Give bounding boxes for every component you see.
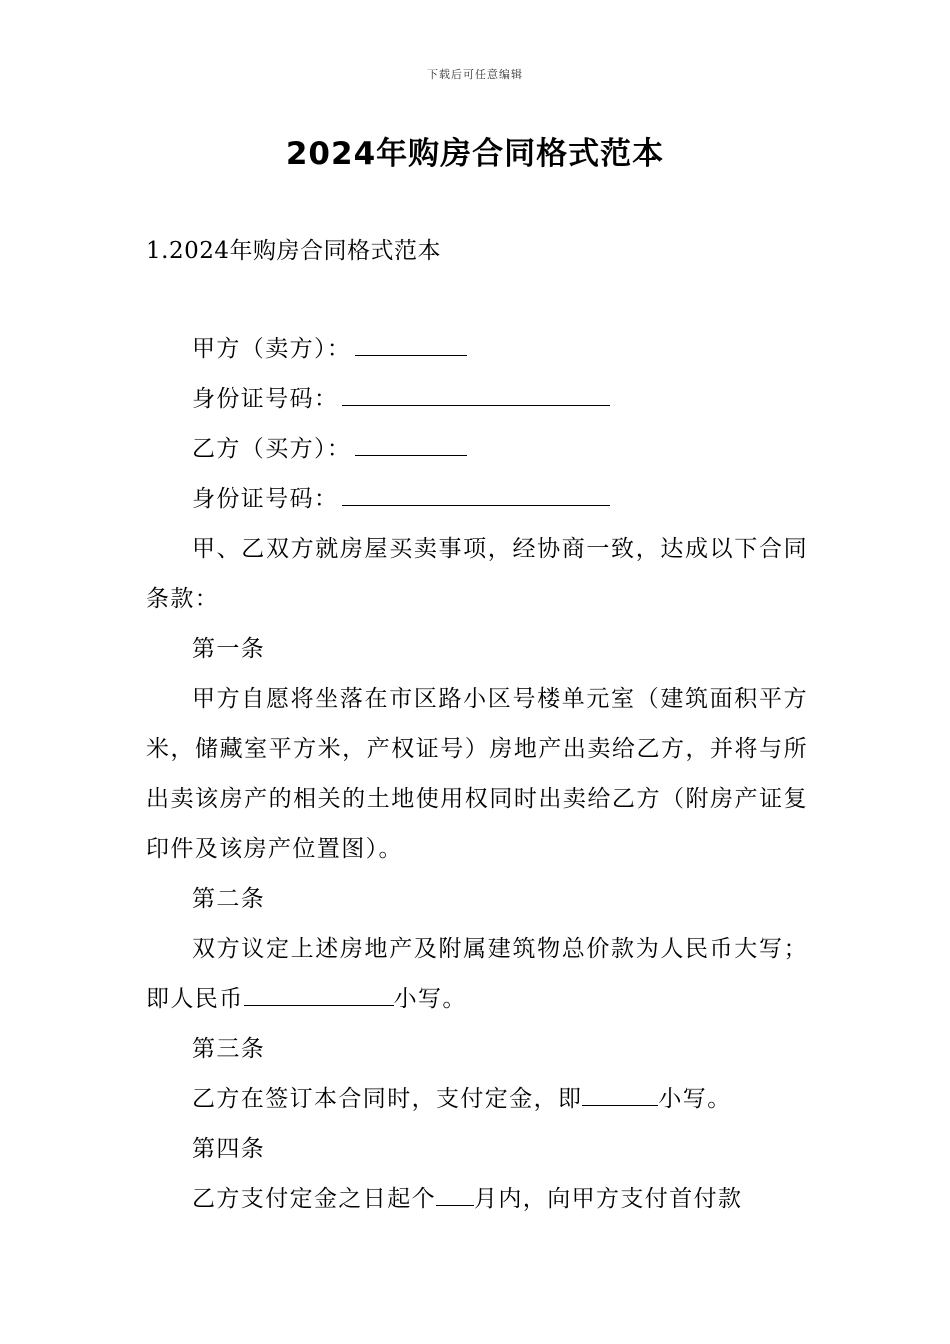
article-1-heading: 第一条 bbox=[192, 636, 266, 662]
party-a-id-blank bbox=[342, 375, 610, 406]
intro-paragraph: 甲、乙双方就房屋买卖事项，经协商一致，达成以下合同条款： bbox=[146, 536, 808, 612]
article-4-heading: 第四条 bbox=[192, 1136, 266, 1162]
article-3-text-before: 乙方在签订本合同时，支付定金，即 bbox=[192, 1086, 583, 1112]
document-title: 2024年购房合同格式范本 bbox=[285, 136, 665, 172]
article-2-blank bbox=[244, 977, 394, 1006]
party-b-id-blank bbox=[342, 475, 610, 506]
article-4-text-before: 乙方支付定金之日起个 bbox=[192, 1186, 436, 1212]
article-2-heading: 第二条 bbox=[192, 886, 266, 912]
article-3-heading: 第三条 bbox=[192, 1036, 266, 1062]
article-3-text bbox=[146, 1074, 808, 1124]
article-4-blank bbox=[436, 1177, 474, 1206]
article-3-blank bbox=[582, 1077, 658, 1106]
party-a-blank bbox=[355, 325, 467, 356]
party-b-label: 乙方（买方）： bbox=[192, 436, 352, 462]
header-note: 下载后可任意编辑 bbox=[427, 68, 523, 81]
party-b-id-label: 身份证号码： bbox=[192, 486, 339, 512]
article-2-text-before: 双方议定上述房地产及附属建筑物总价款为人民币大写；即人民币 bbox=[146, 936, 808, 1012]
party-a-line bbox=[146, 324, 808, 374]
party-b-blank bbox=[355, 425, 467, 456]
article-4-text-after: 月内，向甲方支付首付款 bbox=[474, 1186, 743, 1212]
article-1-text: 甲方自愿将坐落在市区路小区号楼单元室（建筑面积平方米，储藏室平方米，产权证号）房地产出卖给乙方，并将与所出卖该房产的相关的土地使用权同时出卖给乙方（附房产证复印件及该房产位置图）。 bbox=[146, 686, 808, 862]
party-b-id-line bbox=[146, 474, 808, 524]
article-4-text bbox=[146, 1174, 808, 1224]
party-b-line bbox=[146, 424, 808, 474]
section-heading: 1.2024年购房合同格式范本 bbox=[146, 238, 441, 264]
article-3-text-after: 小写。 bbox=[658, 1086, 732, 1112]
contract-body bbox=[146, 324, 808, 1224]
party-a-id-line bbox=[146, 374, 808, 424]
article-2-text bbox=[146, 924, 808, 1024]
article-2-text-after: 小写。 bbox=[393, 986, 467, 1012]
party-a-label: 甲方（卖方）： bbox=[192, 336, 352, 362]
party-a-id-label: 身份证号码： bbox=[192, 386, 339, 412]
